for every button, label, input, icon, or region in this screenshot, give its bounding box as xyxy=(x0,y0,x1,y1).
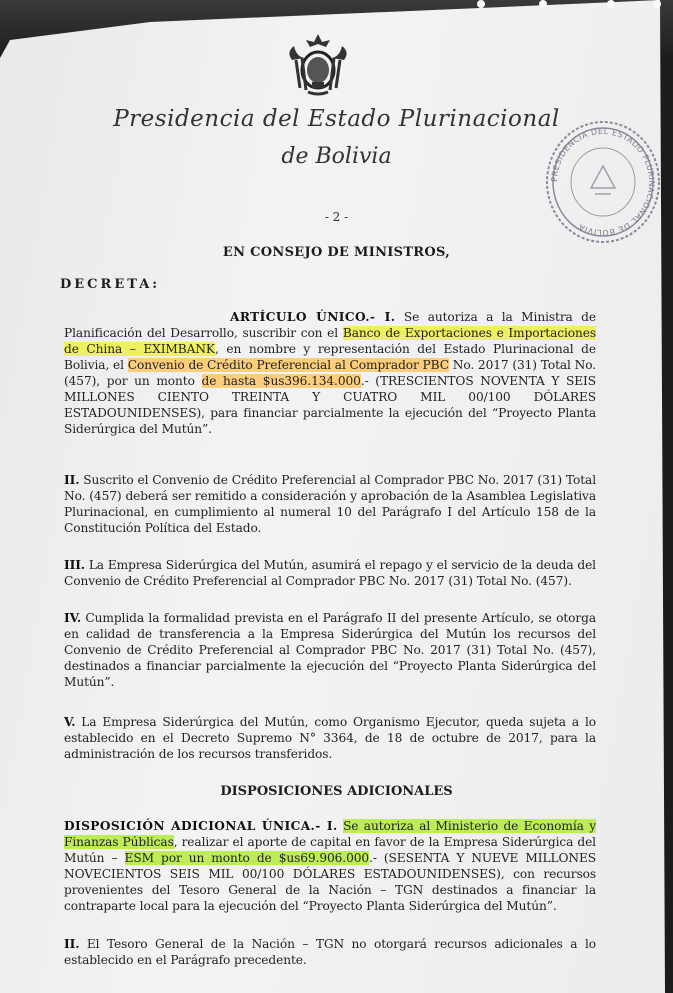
letterhead-subtitle: de Bolivia xyxy=(281,144,392,169)
official-seal-stamp xyxy=(543,118,663,246)
article-paragraph-5 xyxy=(64,714,596,762)
text-run: , realizar el aporte de capital en favor de la Empresa Siderúrgica del Mutún – xyxy=(64,835,596,865)
text-run: La Empresa Siderúrgica del Mutún, asumirá el repago y el servicio de la deuda del Convenio de Crédito Preferencial al Comprador PBC No. 2017 (31) Total No. (457). xyxy=(64,558,596,588)
paragraph-number: V. xyxy=(64,715,76,729)
paragraph-number: III. xyxy=(64,558,85,572)
text-run: Cumplida la formalidad prevista en el Parágrafo II del presente Artículo, se otorga en calidad de transferencia a la Empresa Siderúrgica del Mutún los recursos del Convenio de Crédito Preferencial al Comprador PBC No. 2017 (31) Total No. (457), destinados a financiar parcialmente la ejecución del “Proyecto Planta Siderúrgica del Mutún”. xyxy=(64,611,597,689)
text-run: .- (TRESCIENTOS NOVENTA Y SEIS MILLONES CIENTO TREINTA Y CUATRO MIL 00/100 DÓLARES ESTADOUNIDENSES), para financiar parcialmente la ejecución del “Proyecto Planta Siderúrgica del Mutún”. xyxy=(64,374,597,436)
text-run: , en nombre y representación del Estado Plurinacional de Bolivia, el xyxy=(64,342,596,372)
text-run: No. 2017 (31) Total No. (457), por un monto xyxy=(64,358,597,388)
article-paragraph-4 xyxy=(64,610,596,690)
highlight-ministry: Se autoriza al Ministerio de Economía y Finanzas Públicas xyxy=(64,819,596,849)
text-run: La Empresa Siderúrgica del Mutún, como Organismo Ejecutor, queda sujeta a lo establecido en el Decreto Supremo N° 3364, de 18 de octubre de 2017, para la administración de los recursos transferidos. xyxy=(64,715,596,761)
council-heading: EN CONSEJO DE MINISTROS, xyxy=(222,245,451,260)
overlay-dots xyxy=(477,0,667,14)
letterhead-title: Presidencia del Estado Plurinacional xyxy=(113,106,560,132)
article-paragraph-3 xyxy=(64,557,596,589)
page-number: - 2 - xyxy=(324,210,349,224)
paragraph-number: II. xyxy=(64,937,80,951)
article-paragraph-2 xyxy=(64,472,596,536)
highlight-agreement: Convenio de Crédito Preferencial al Comprador PBC xyxy=(127,358,449,372)
paragraph-number: II. xyxy=(64,473,80,487)
text-run: El Tesoro General de la Nación – TGN no otorgará recursos adicionales a lo establecido en el Parágrafo precedente. xyxy=(64,937,596,967)
text-run: Suscrito el Convenio de Crédito Preferencial al Comprador PBC No. 2017 (31) Total No. (457) deberá ser remitido a consideración y aprobación de la Asamblea Legislativa Plurinacional, en cumplimiento al numeral 10 del Parágrafo I del Artículo 158 de la Constitución Política del Estado. xyxy=(64,473,596,535)
additional-paragraph-2 xyxy=(64,936,596,968)
additional-provisions-heading: DISPOSICIONES ADICIONALES xyxy=(220,784,453,799)
highlight-bank: Banco de Exportaciones e Importaciones de China – EXIMBANK xyxy=(64,326,597,356)
svg-text:PRESIDENCIA DEL ESTADO PLURINA: PRESIDENCIA DEL ESTADO PLURINACIONAL DE BOLIVIA xyxy=(549,126,657,238)
coat-of-arms-icon xyxy=(282,30,354,98)
decreta-heading: DECRETA: xyxy=(60,277,161,292)
text-run: Se autoriza a la Ministra de Planificación del Desarrollo, suscribir con el xyxy=(64,310,596,340)
paragraph-number: IV. xyxy=(64,611,81,625)
additional-paragraph-1 xyxy=(64,818,596,914)
article-title: ARTÍCULO ÚNICO.- I. xyxy=(230,310,396,324)
additional-title: DISPOSICIÓN ADICIONAL ÚNICA.- I. xyxy=(64,819,338,833)
article-paragraph-1 xyxy=(64,309,596,437)
highlight-amount: de hasta $us396.134.000 xyxy=(201,374,361,388)
text-run: .- (SESENTA Y NUEVE MILLONES NOVECIENTOS SEIS MIL 00/100 DÓLARES ESTADOUNIDENSES), con recursos provenientes del Tesoro General de la Nación – TGN destinados a financiar la contraparte local para la ejecución del “Proyecto Planta Siderúrgica del Mutún”. xyxy=(64,851,596,913)
highlight-esm-amount: ESM por un monto de $us69.906.000 xyxy=(124,851,370,865)
